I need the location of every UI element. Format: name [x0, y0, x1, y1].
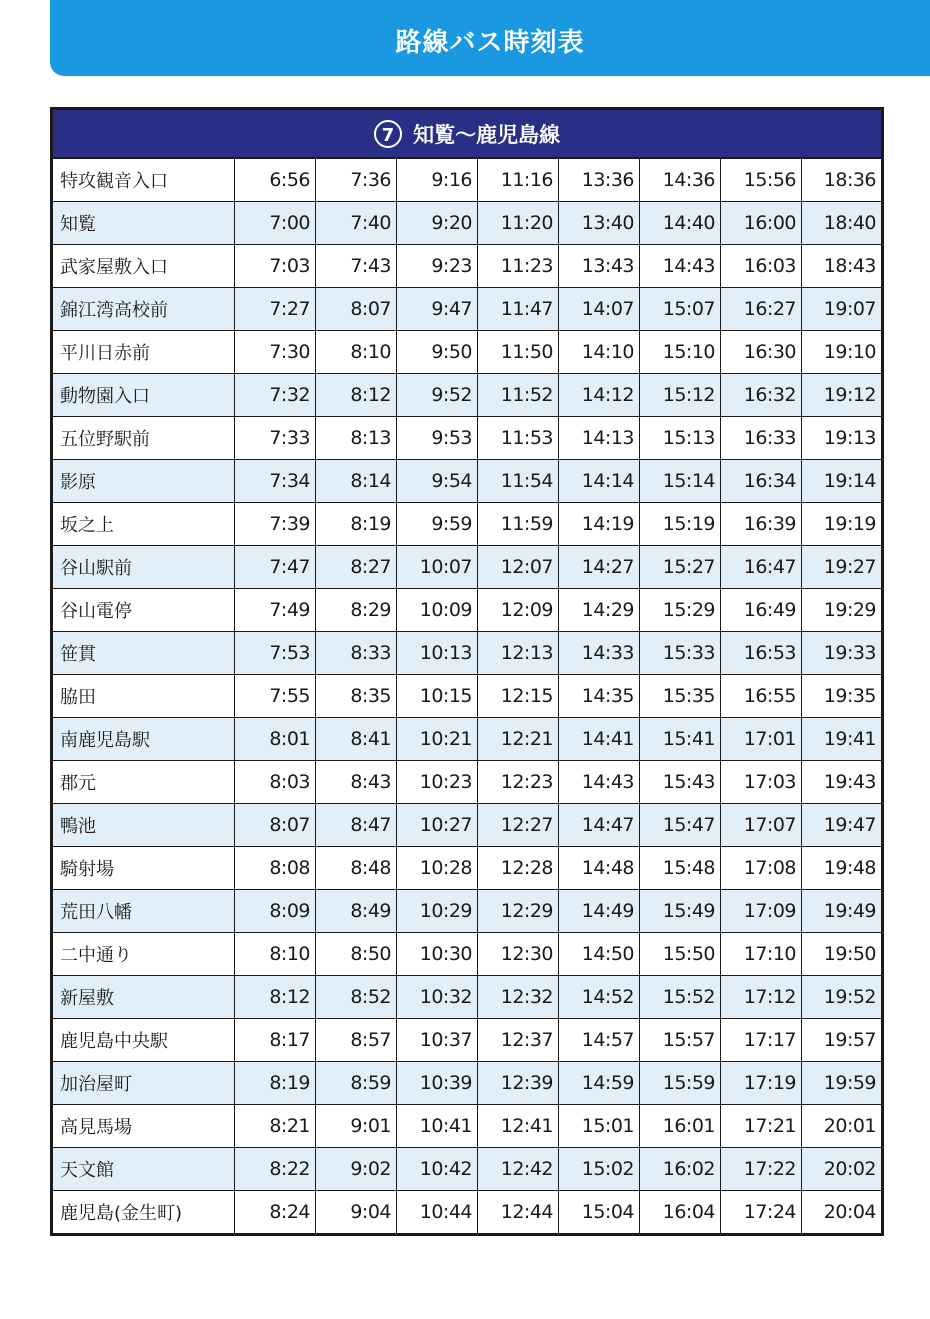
departure-time-cell: 9:02 [316, 1148, 397, 1191]
departure-time-cell: 15:07 [640, 288, 721, 331]
departure-time-cell: 17:03 [721, 761, 802, 804]
departure-time-cell: 15:12 [640, 374, 721, 417]
departure-time-cell: 13:40 [559, 202, 640, 245]
departure-time-cell: 8:12 [316, 374, 397, 417]
departure-time-cell: 12:30 [478, 933, 559, 976]
stop-name-cell: 鴨池 [52, 804, 235, 847]
table-row [52, 675, 883, 718]
departure-time-cell: 16:34 [721, 460, 802, 503]
departure-time-cell: 7:03 [235, 245, 316, 288]
stop-name-cell: 動物園入口 [52, 374, 235, 417]
departure-time-cell: 15:14 [640, 460, 721, 503]
departure-time-cell: 8:49 [316, 890, 397, 933]
departure-time-cell: 15:57 [640, 1019, 721, 1062]
departure-time-cell: 9:04 [316, 1191, 397, 1235]
departure-time-cell: 19:33 [802, 632, 883, 675]
departure-time-cell: 18:40 [802, 202, 883, 245]
departure-time-cell: 16:30 [721, 331, 802, 374]
departure-time-cell: 19:52 [802, 976, 883, 1019]
departure-time-cell: 14:59 [559, 1062, 640, 1105]
table-row [52, 331, 883, 374]
departure-time-cell: 14:41 [559, 718, 640, 761]
departure-time-cell: 10:23 [397, 761, 478, 804]
departure-time-cell: 16:47 [721, 546, 802, 589]
departure-time-cell: 12:41 [478, 1105, 559, 1148]
departure-time-cell: 15:10 [640, 331, 721, 374]
departure-time-cell: 19:47 [802, 804, 883, 847]
departure-time-cell: 9:47 [397, 288, 478, 331]
departure-time-cell: 17:21 [721, 1105, 802, 1148]
departure-time-cell: 12:23 [478, 761, 559, 804]
stop-name-cell: 郡元 [52, 761, 235, 804]
table-row [52, 546, 883, 589]
departure-time-cell: 20:02 [802, 1148, 883, 1191]
stop-name-cell: 知覧 [52, 202, 235, 245]
departure-time-cell: 14:33 [559, 632, 640, 675]
departure-time-cell: 11:59 [478, 503, 559, 546]
departure-time-cell: 11:52 [478, 374, 559, 417]
departure-time-cell: 16:04 [640, 1191, 721, 1235]
departure-time-cell: 10:44 [397, 1191, 478, 1235]
table-row [52, 1105, 883, 1148]
departure-time-cell: 8:33 [316, 632, 397, 675]
route-name: 知覧～鹿児島線 [413, 122, 561, 147]
departure-time-cell: 15:04 [559, 1191, 640, 1235]
departure-time-cell: 9:50 [397, 331, 478, 374]
stop-name-cell: 南鹿児島駅 [52, 718, 235, 761]
departure-time-cell: 8:12 [235, 976, 316, 1019]
departure-time-cell: 8:07 [316, 288, 397, 331]
stop-name-cell: 笹貫 [52, 632, 235, 675]
departure-time-cell: 12:21 [478, 718, 559, 761]
departure-time-cell: 14:19 [559, 503, 640, 546]
departure-time-cell: 12:32 [478, 976, 559, 1019]
stop-name-cell: 錦江湾高校前 [52, 288, 235, 331]
departure-time-cell: 9:54 [397, 460, 478, 503]
departure-time-cell: 7:30 [235, 331, 316, 374]
departure-time-cell: 9:23 [397, 245, 478, 288]
departure-time-cell: 15:48 [640, 847, 721, 890]
departure-time-cell: 19:59 [802, 1062, 883, 1105]
departure-time-cell: 17:10 [721, 933, 802, 976]
departure-time-cell: 14:13 [559, 417, 640, 460]
departure-time-cell: 10:07 [397, 546, 478, 589]
departure-time-cell: 14:57 [559, 1019, 640, 1062]
table-row [52, 761, 883, 804]
departure-time-cell: 12:27 [478, 804, 559, 847]
departure-time-cell: 8:41 [316, 718, 397, 761]
departure-time-cell: 17:19 [721, 1062, 802, 1105]
departure-time-cell: 16:53 [721, 632, 802, 675]
table-row [52, 718, 883, 761]
departure-time-cell: 19:49 [802, 890, 883, 933]
departure-time-cell: 10:42 [397, 1148, 478, 1191]
departure-time-cell: 15:13 [640, 417, 721, 460]
departure-time-cell: 15:29 [640, 589, 721, 632]
departure-time-cell: 14:43 [559, 761, 640, 804]
table-row [52, 288, 883, 331]
departure-time-cell: 11:16 [478, 158, 559, 202]
bus-timetable [50, 107, 884, 1236]
table-row [52, 847, 883, 890]
departure-time-cell: 14:27 [559, 546, 640, 589]
table-row [52, 804, 883, 847]
table-row [52, 374, 883, 417]
stop-name-cell: 武家屋敷入口 [52, 245, 235, 288]
departure-time-cell: 7:00 [235, 202, 316, 245]
departure-time-cell: 16:55 [721, 675, 802, 718]
departure-time-cell: 19:43 [802, 761, 883, 804]
departure-time-cell: 12:37 [478, 1019, 559, 1062]
departure-time-cell: 11:54 [478, 460, 559, 503]
departure-time-cell: 11:20 [478, 202, 559, 245]
departure-time-cell: 8:24 [235, 1191, 316, 1235]
timetable-container [50, 107, 881, 1236]
departure-time-cell: 16:01 [640, 1105, 721, 1148]
route-header-row [52, 109, 883, 159]
table-row [52, 890, 883, 933]
departure-time-cell: 16:39 [721, 503, 802, 546]
departure-time-cell: 19:14 [802, 460, 883, 503]
departure-time-cell: 8:47 [316, 804, 397, 847]
departure-time-cell: 17:12 [721, 976, 802, 1019]
departure-time-cell: 17:22 [721, 1148, 802, 1191]
departure-time-cell: 6:56 [235, 158, 316, 202]
departure-time-cell: 16:49 [721, 589, 802, 632]
departure-time-cell: 10:09 [397, 589, 478, 632]
departure-time-cell: 8:22 [235, 1148, 316, 1191]
stop-name-cell: 高見馬場 [52, 1105, 235, 1148]
departure-time-cell: 19:41 [802, 718, 883, 761]
departure-time-cell: 11:53 [478, 417, 559, 460]
departure-time-cell: 7:53 [235, 632, 316, 675]
departure-time-cell: 8:21 [235, 1105, 316, 1148]
departure-time-cell: 12:28 [478, 847, 559, 890]
stop-name-cell: 影原 [52, 460, 235, 503]
departure-time-cell: 9:16 [397, 158, 478, 202]
departure-time-cell: 15:52 [640, 976, 721, 1019]
stop-name-cell: 坂之上 [52, 503, 235, 546]
departure-time-cell: 17:24 [721, 1191, 802, 1235]
table-row [52, 158, 883, 202]
departure-time-cell: 8:19 [235, 1062, 316, 1105]
departure-time-cell: 15:49 [640, 890, 721, 933]
departure-time-cell: 8:35 [316, 675, 397, 718]
departure-time-cell: 10:29 [397, 890, 478, 933]
departure-time-cell: 15:47 [640, 804, 721, 847]
departure-time-cell: 8:17 [235, 1019, 316, 1062]
departure-time-cell: 14:40 [640, 202, 721, 245]
departure-time-cell: 10:32 [397, 976, 478, 1019]
departure-time-cell: 10:41 [397, 1105, 478, 1148]
departure-time-cell: 19:29 [802, 589, 883, 632]
table-row [52, 460, 883, 503]
departure-time-cell: 14:52 [559, 976, 640, 1019]
stop-name-cell: 脇田 [52, 675, 235, 718]
departure-time-cell: 12:15 [478, 675, 559, 718]
table-row [52, 1191, 883, 1235]
departure-time-cell: 8:50 [316, 933, 397, 976]
departure-time-cell: 8:13 [316, 417, 397, 460]
stop-name-cell: 新屋敷 [52, 976, 235, 1019]
departure-time-cell: 14:43 [640, 245, 721, 288]
departure-time-cell: 14:12 [559, 374, 640, 417]
departure-time-cell: 15:43 [640, 761, 721, 804]
departure-time-cell: 7:47 [235, 546, 316, 589]
departure-time-cell: 19:35 [802, 675, 883, 718]
departure-time-cell: 14:10 [559, 331, 640, 374]
departure-time-cell: 16:03 [721, 245, 802, 288]
departure-time-cell: 14:49 [559, 890, 640, 933]
departure-time-cell: 7:43 [316, 245, 397, 288]
departure-time-cell: 7:40 [316, 202, 397, 245]
table-row [52, 1148, 883, 1191]
departure-time-cell: 15:35 [640, 675, 721, 718]
departure-time-cell: 8:03 [235, 761, 316, 804]
departure-time-cell: 15:33 [640, 632, 721, 675]
header-band [50, 0, 930, 76]
departure-time-cell: 18:43 [802, 245, 883, 288]
departure-time-cell: 19:12 [802, 374, 883, 417]
departure-time-cell: 7:27 [235, 288, 316, 331]
departure-time-cell: 7:33 [235, 417, 316, 460]
stop-name-cell: 鹿児島中央駅 [52, 1019, 235, 1062]
stop-name-cell: 谷山電停 [52, 589, 235, 632]
departure-time-cell: 17:09 [721, 890, 802, 933]
departure-time-cell: 12:39 [478, 1062, 559, 1105]
departure-time-cell: 8:43 [316, 761, 397, 804]
departure-time-cell: 19:13 [802, 417, 883, 460]
page-title: 路線バス時刻表 [395, 28, 585, 58]
departure-time-cell: 8:14 [316, 460, 397, 503]
table-row [52, 202, 883, 245]
route-header [52, 109, 883, 159]
departure-time-cell: 14:50 [559, 933, 640, 976]
departure-time-cell: 12:09 [478, 589, 559, 632]
departure-time-cell: 19:50 [802, 933, 883, 976]
table-row [52, 1019, 883, 1062]
departure-time-cell: 15:50 [640, 933, 721, 976]
departure-time-cell: 12:42 [478, 1148, 559, 1191]
departure-time-cell: 14:47 [559, 804, 640, 847]
departure-time-cell: 14:07 [559, 288, 640, 331]
stop-name-cell: 加治屋町 [52, 1062, 235, 1105]
departure-time-cell: 7:39 [235, 503, 316, 546]
departure-time-cell: 10:28 [397, 847, 478, 890]
departure-time-cell: 15:19 [640, 503, 721, 546]
departure-time-cell: 8:08 [235, 847, 316, 890]
departure-time-cell: 15:56 [721, 158, 802, 202]
departure-time-cell: 7:36 [316, 158, 397, 202]
timetable-body [52, 158, 883, 1235]
departure-time-cell: 15:41 [640, 718, 721, 761]
departure-time-cell: 17:01 [721, 718, 802, 761]
departure-time-cell: 16:27 [721, 288, 802, 331]
departure-time-cell: 14:48 [559, 847, 640, 890]
departure-time-cell: 17:07 [721, 804, 802, 847]
table-row [52, 503, 883, 546]
departure-time-cell: 7:49 [235, 589, 316, 632]
departure-time-cell: 19:19 [802, 503, 883, 546]
departure-time-cell: 18:36 [802, 158, 883, 202]
departure-time-cell: 10:39 [397, 1062, 478, 1105]
departure-time-cell: 11:23 [478, 245, 559, 288]
departure-time-cell: 9:59 [397, 503, 478, 546]
departure-time-cell: 13:43 [559, 245, 640, 288]
table-row [52, 632, 883, 675]
stop-name-cell: 鹿児島(金生町) [52, 1191, 235, 1235]
departure-time-cell: 12:44 [478, 1191, 559, 1235]
departure-time-cell: 20:04 [802, 1191, 883, 1235]
departure-time-cell: 13:36 [559, 158, 640, 202]
departure-time-cell: 8:10 [235, 933, 316, 976]
departure-time-cell: 16:33 [721, 417, 802, 460]
departure-time-cell: 8:27 [316, 546, 397, 589]
departure-time-cell: 17:17 [721, 1019, 802, 1062]
route-number-badge: 7 [374, 120, 402, 148]
departure-time-cell: 8:48 [316, 847, 397, 890]
departure-time-cell: 15:27 [640, 546, 721, 589]
departure-time-cell: 9:20 [397, 202, 478, 245]
stop-name-cell: 特攻観音入口 [52, 158, 235, 202]
departure-time-cell: 8:59 [316, 1062, 397, 1105]
departure-time-cell: 8:10 [316, 331, 397, 374]
stop-name-cell: 荒田八幡 [52, 890, 235, 933]
table-row [52, 1062, 883, 1105]
table-row [52, 976, 883, 1019]
departure-time-cell: 15:59 [640, 1062, 721, 1105]
departure-time-cell: 7:55 [235, 675, 316, 718]
departure-time-cell: 9:53 [397, 417, 478, 460]
departure-time-cell: 14:29 [559, 589, 640, 632]
departure-time-cell: 16:32 [721, 374, 802, 417]
stop-name-cell: 二中通り [52, 933, 235, 976]
departure-time-cell: 10:21 [397, 718, 478, 761]
stop-name-cell: 天文館 [52, 1148, 235, 1191]
stop-name-cell: 五位野駅前 [52, 417, 235, 460]
departure-time-cell: 15:01 [559, 1105, 640, 1148]
departure-time-cell: 16:02 [640, 1148, 721, 1191]
departure-time-cell: 16:00 [721, 202, 802, 245]
departure-time-cell: 12:29 [478, 890, 559, 933]
departure-time-cell: 8:01 [235, 718, 316, 761]
departure-time-cell: 8:09 [235, 890, 316, 933]
departure-time-cell: 14:35 [559, 675, 640, 718]
table-row [52, 933, 883, 976]
departure-time-cell: 12:13 [478, 632, 559, 675]
departure-time-cell: 14:14 [559, 460, 640, 503]
table-row [52, 417, 883, 460]
stop-name-cell: 谷山駅前 [52, 546, 235, 589]
departure-time-cell: 10:15 [397, 675, 478, 718]
departure-time-cell: 7:32 [235, 374, 316, 417]
departure-time-cell: 14:36 [640, 158, 721, 202]
departure-time-cell: 8:19 [316, 503, 397, 546]
departure-time-cell: 19:48 [802, 847, 883, 890]
departure-time-cell: 15:02 [559, 1148, 640, 1191]
departure-time-cell: 20:01 [802, 1105, 883, 1148]
departure-time-cell: 10:27 [397, 804, 478, 847]
departure-time-cell: 8:07 [235, 804, 316, 847]
departure-time-cell: 19:27 [802, 546, 883, 589]
departure-time-cell: 17:08 [721, 847, 802, 890]
departure-time-cell: 11:50 [478, 331, 559, 374]
departure-time-cell: 8:57 [316, 1019, 397, 1062]
departure-time-cell: 19:07 [802, 288, 883, 331]
departure-time-cell: 10:30 [397, 933, 478, 976]
departure-time-cell: 11:47 [478, 288, 559, 331]
table-row [52, 589, 883, 632]
departure-time-cell: 9:01 [316, 1105, 397, 1148]
departure-time-cell: 7:34 [235, 460, 316, 503]
stop-name-cell: 騎射場 [52, 847, 235, 890]
stop-name-cell: 平川日赤前 [52, 331, 235, 374]
departure-time-cell: 19:10 [802, 331, 883, 374]
departure-time-cell: 9:52 [397, 374, 478, 417]
table-row [52, 245, 883, 288]
departure-time-cell: 10:13 [397, 632, 478, 675]
departure-time-cell: 10:37 [397, 1019, 478, 1062]
departure-time-cell: 8:29 [316, 589, 397, 632]
departure-time-cell: 8:52 [316, 976, 397, 1019]
departure-time-cell: 19:57 [802, 1019, 883, 1062]
departure-time-cell: 12:07 [478, 546, 559, 589]
